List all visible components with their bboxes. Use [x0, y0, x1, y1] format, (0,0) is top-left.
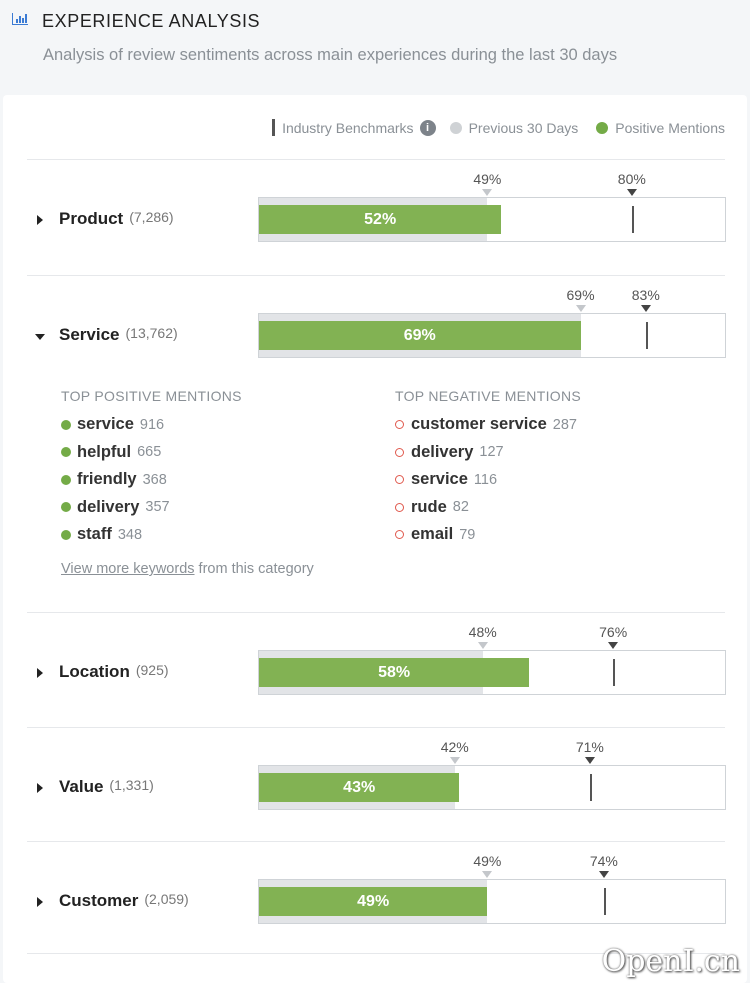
- keyword-count: 287: [552, 416, 577, 433]
- keyword-count: 82: [452, 499, 469, 516]
- keyword-count: 665: [137, 444, 162, 461]
- keyword-count: 79: [459, 526, 476, 543]
- positive-mentions: [61, 388, 242, 549]
- positive-dot-icon: [61, 475, 71, 485]
- benchmark-marker-icon: [608, 642, 618, 649]
- category-count: (7,286): [129, 209, 174, 225]
- sentiment-bar: [258, 739, 726, 810]
- keyword: email: [411, 525, 454, 544]
- previous-marker-icon: [450, 757, 460, 764]
- positive-fill: 58%: [259, 658, 529, 687]
- keyword-count: 368: [142, 471, 167, 488]
- benchmark-line-icon: [272, 119, 275, 136]
- info-icon[interactable]: i: [420, 120, 436, 136]
- keyword-item[interactable]: [395, 466, 581, 494]
- bar-chart-icon: [12, 13, 28, 25]
- category-count: (1,331): [109, 777, 154, 793]
- negative-dot-icon: [395, 475, 404, 484]
- benchmark-label: 80%: [617, 171, 646, 187]
- category-name: Customer: [59, 891, 139, 910]
- previous-marker-icon: [478, 642, 488, 649]
- watermark: OpenI.cn: [601, 944, 740, 979]
- keyword-item[interactable]: [61, 411, 242, 439]
- previous-marker-icon: [482, 189, 492, 196]
- benchmark-line: [632, 206, 634, 233]
- caret-right-icon[interactable]: [37, 783, 43, 793]
- keyword-item[interactable]: [61, 466, 242, 494]
- keyword: friendly: [77, 470, 137, 489]
- keyword-item[interactable]: [61, 439, 242, 467]
- benchmark-line: [604, 888, 606, 915]
- previous-label: 42%: [440, 739, 469, 755]
- positive-fill: 69%: [259, 321, 581, 350]
- category-count: (13,762): [125, 325, 178, 341]
- positive-dot-icon: [61, 502, 71, 512]
- previous-marker-icon: [576, 305, 586, 312]
- positive-fill: 52%: [259, 205, 501, 234]
- legend-positive: Positive Mentions: [615, 119, 725, 136]
- keyword-item[interactable]: [395, 411, 581, 439]
- benchmark-marker-icon: [641, 305, 651, 312]
- experience-row-location: [27, 612, 725, 681]
- keyword: rude: [411, 497, 447, 516]
- keyword-item[interactable]: [395, 439, 581, 467]
- benchmark-marker-icon: [585, 757, 595, 764]
- benchmark-label: 76%: [599, 624, 628, 640]
- positive-dot-icon: [61, 530, 71, 540]
- keyword: staff: [77, 525, 112, 544]
- positive-mentions-title: TOP POSITIVE MENTIONS: [61, 388, 242, 404]
- negative-dot-icon: [395, 448, 404, 457]
- keyword: delivery: [411, 442, 474, 461]
- category-name: Product: [59, 209, 124, 228]
- keyword: service: [411, 470, 468, 489]
- category-toggle[interactable]: [59, 325, 178, 345]
- previous-label: 49%: [473, 171, 502, 187]
- keyword-count: 916: [139, 416, 165, 433]
- keyword-count: 127: [479, 444, 504, 461]
- experience-row-value: [27, 727, 725, 796]
- benchmark-label: 83%: [631, 287, 660, 303]
- category-toggle[interactable]: [59, 777, 154, 797]
- negative-dot-icon: [395, 530, 404, 539]
- previous-dot-icon: [450, 122, 462, 134]
- caret-right-icon[interactable]: [37, 215, 43, 225]
- benchmark-line: [646, 322, 648, 349]
- caret-down-icon[interactable]: [35, 334, 45, 340]
- experience-row-product: [27, 159, 725, 228]
- legend-previous: Previous 30 Days: [468, 119, 579, 136]
- category-name: Location: [59, 662, 130, 681]
- sentiment-bar: [258, 171, 726, 242]
- category-count: (2,059): [144, 891, 189, 907]
- benchmark-marker-icon: [599, 871, 609, 878]
- negative-mentions-title: TOP NEGATIVE MENTIONS: [395, 388, 581, 404]
- negative-mentions: [395, 388, 581, 549]
- legend-benchmark: Industry Benchmarks: [282, 119, 414, 136]
- keyword-item[interactable]: [61, 521, 242, 549]
- experience-card: [3, 95, 747, 983]
- caret-right-icon[interactable]: [37, 668, 43, 678]
- caret-right-icon[interactable]: [37, 897, 43, 907]
- previous-label: 48%: [468, 624, 497, 640]
- category-name: Value: [59, 777, 104, 796]
- category-toggle[interactable]: [59, 891, 189, 911]
- keyword: delivery: [77, 497, 140, 516]
- previous-marker-icon: [482, 871, 492, 878]
- negative-dot-icon: [395, 420, 404, 429]
- previous-label: 69%: [566, 287, 595, 303]
- keyword: customer service: [411, 415, 547, 434]
- category-name: Service: [59, 325, 120, 344]
- negative-dot-icon: [395, 503, 404, 512]
- experience-row-service: [27, 275, 725, 577]
- keyword-count: 348: [117, 526, 143, 543]
- page-title: EXPERIENCE ANALYSIS: [42, 11, 261, 31]
- positive-fill: 49%: [259, 887, 487, 916]
- positive-dot-icon: [596, 122, 608, 134]
- keyword: service: [77, 415, 134, 434]
- sentiment-bar: [258, 853, 726, 924]
- legend: [272, 119, 725, 136]
- positive-dot-icon: [61, 420, 71, 430]
- category-toggle[interactable]: [59, 209, 174, 229]
- previous-label: 49%: [473, 853, 502, 869]
- positive-dot-icon: [61, 447, 71, 457]
- sentiment-bar: [258, 624, 726, 695]
- keyword-count: 116: [473, 471, 498, 488]
- benchmark-line: [613, 659, 615, 686]
- category-toggle[interactable]: [59, 662, 169, 682]
- experience-row-customer: [27, 841, 725, 910]
- benchmark-label: 74%: [589, 853, 618, 869]
- page-subtitle: Analysis of review sentiments across main experiences during the last 30 days: [43, 46, 618, 64]
- keyword-item[interactable]: [61, 494, 242, 522]
- category-count: (925): [135, 662, 169, 678]
- view-more-text: [61, 561, 314, 577]
- keyword-count: 357: [145, 499, 170, 516]
- benchmark-label: 71%: [575, 739, 604, 755]
- positive-fill: 43%: [259, 773, 459, 802]
- keyword-item[interactable]: [395, 494, 581, 522]
- view-more-rest: from this category: [194, 561, 314, 577]
- benchmark-marker-icon: [627, 189, 637, 196]
- sentiment-bar: [258, 287, 726, 358]
- keyword: helpful: [77, 442, 132, 461]
- keyword-item[interactable]: [395, 521, 581, 549]
- benchmark-line: [590, 774, 592, 801]
- view-more-keywords-link[interactable]: View more keywords: [61, 561, 195, 577]
